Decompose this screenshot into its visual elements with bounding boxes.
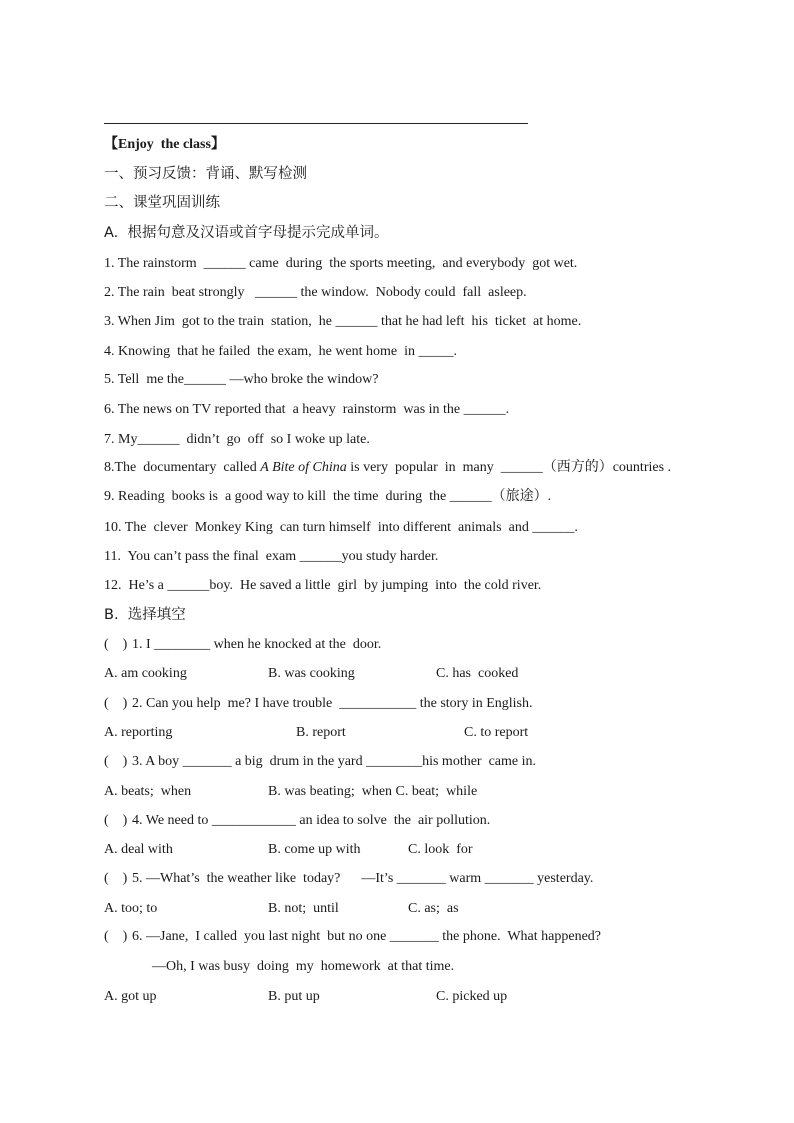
option-b5-c: C. as; as	[408, 901, 459, 916]
question-a8	[104, 459, 671, 477]
section-b-title: B. 选择填空	[104, 607, 186, 623]
question-a8-before: 8.The documentary called	[104, 460, 261, 475]
question-a11: 11. You can’t pass the final exam ______you study harder.	[104, 549, 439, 564]
question-b4-stem: 4. We need to ____________ an idea to solve the air pollution.	[132, 813, 491, 828]
option-b1-b: B. was cooking	[268, 666, 355, 681]
answer-paren[interactable]: ( )	[104, 696, 128, 711]
question-a3: 3. When Jim got to the train station, he ______ that he had left his ticket at home.	[104, 314, 582, 329]
class-title: 【Enjoy the class】	[104, 137, 225, 152]
option-b1-c: C. has cooked	[436, 666, 519, 681]
question-a12: 12. He’s a ______boy. He saved a little girl by jumping into the cold river.	[104, 578, 542, 593]
answer-paren[interactable]: ( )	[104, 754, 128, 769]
part2-heading: 二、课堂巩固训练	[104, 195, 220, 211]
question-a8-title: A Bite of China	[260, 460, 347, 475]
answer-paren[interactable]: ( )	[104, 871, 128, 886]
question-b6	[104, 928, 601, 946]
question-b5	[104, 870, 593, 888]
option-b2-b: B. report	[296, 725, 346, 740]
question-b6-stem: 6. —Jane, I called you last night but no one _______ the phone. What happened?	[132, 929, 602, 944]
answer-paren[interactable]: ( )	[104, 929, 128, 944]
question-b1-stem: 1. I ________ when he knocked at the door.	[132, 637, 382, 652]
question-b1	[104, 636, 381, 654]
part1-heading: 一、预习反馈：背诵、默写检测	[104, 166, 307, 182]
question-a10: 10. The clever Monkey King can turn himself into different animals and ______.	[104, 520, 578, 535]
section-a-title: A. 根据句意及汉语或首字母提示完成单词。	[104, 225, 389, 241]
question-b5-stem: 5. —What’s the weather like today? —It’s _______ warm _______ yesterday.	[132, 871, 594, 886]
answer-paren[interactable]: ( )	[104, 813, 128, 828]
option-b1-a: A. am cooking	[104, 666, 187, 681]
question-a1: 1. The rainstorm ______ came during the sports meeting, and everybody got wet.	[104, 256, 578, 271]
option-b2-c: C. to report	[464, 725, 529, 740]
question-a5: 5. Tell me the______ —who broke the window?	[104, 372, 379, 387]
question-a7: 7. My______ didn’t go off so I woke up late.	[104, 432, 370, 447]
question-a8-after: is very popular in many ______（西方的）countries .	[346, 460, 672, 475]
question-a6: 6. The news on TV reported that a heavy rainstorm was in the ______.	[104, 402, 510, 417]
question-b2-stem: 2. Can you help me? I have trouble ___________ the story in English.	[132, 696, 533, 711]
question-b3-stem: 3. A boy _______ a big drum in the yard ________his mother came in.	[132, 754, 537, 769]
answer-paren[interactable]: ( )	[104, 637, 128, 652]
option-b4-b: B. come up with	[268, 842, 361, 857]
option-b6-b: B. put up	[268, 989, 320, 1004]
option-b3-a: A. beats; when	[104, 784, 192, 799]
question-a2: 2. The rain beat strongly ______ the window. Nobody could fall asleep.	[104, 285, 527, 300]
question-b4	[104, 812, 490, 830]
option-b4-c: C. look for	[408, 842, 473, 857]
option-b3-bc: B. was beating; when C. beat; while	[268, 784, 478, 799]
option-b6-a: A. got up	[104, 989, 157, 1004]
question-a9: 9. Reading books is a good way to kill the time during the ______（旅途）.	[104, 489, 552, 504]
option-b5-b: B. not; until	[268, 901, 339, 916]
question-b3	[104, 753, 536, 771]
header-rule	[104, 123, 528, 124]
question-a4: 4. Knowing that he failed the exam, he went home in _____.	[104, 344, 458, 359]
question-b6-reply: —Oh, I was busy doing my homework at that time.	[152, 959, 455, 974]
option-b5-a: A. too; to	[104, 901, 158, 916]
option-b4-a: A. deal with	[104, 842, 173, 857]
option-b6-c: C. picked up	[436, 989, 508, 1004]
option-b2-a: A. reporting	[104, 725, 173, 740]
question-b2	[104, 695, 533, 713]
